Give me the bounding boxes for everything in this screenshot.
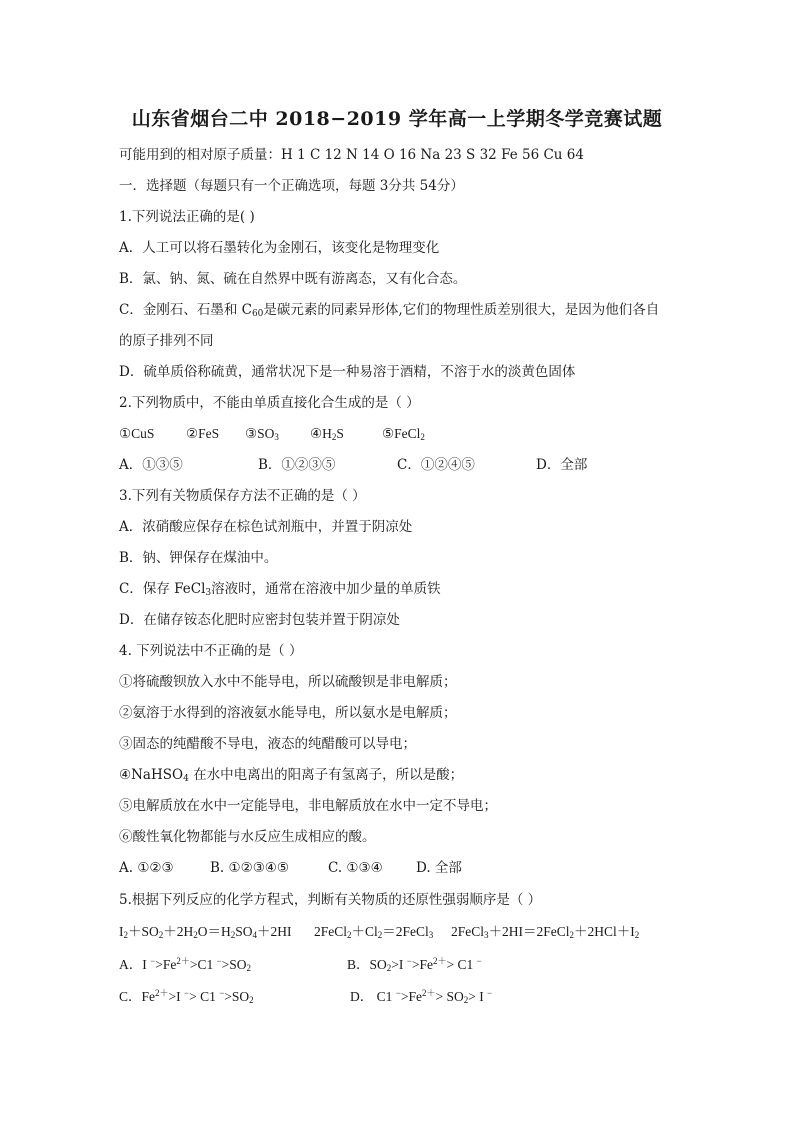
q1-c-text: C．金刚石、石墨和 C [119, 302, 252, 318]
q2-option-c: C．①②④⑤ [397, 457, 475, 473]
q4-s4-text: ④NaHSO [119, 767, 184, 783]
q2-item-4-text: ④H [310, 426, 332, 441]
q5-equation-1: $I_2+SO_2+2H_2O=H_2SO_4+2HI$ [119, 924, 292, 940]
q2-item-3 [245, 424, 279, 444]
q2-item-3-subscript: 3 [274, 432, 279, 442]
q5-option-c: C．$Fe^{2+}>I$ −> C1 $^->SO_2$ [119, 988, 254, 1005]
q2-item-5 [382, 424, 425, 444]
q4-option-b: B. ①②③④⑤ [210, 860, 290, 876]
q2-item-2: ②FeS [186, 426, 220, 441]
q5-equation-2: $2FeCl_2+Cl_2=2FeCl_3$ [314, 924, 434, 940]
q1-option-d: D．硫单质俗称硫黄，通常状况下是一种易溶于酒精，不溶于水的淡黄色固体 [119, 364, 576, 380]
q1-option-a: A．人工可以将石墨转化为金刚石，该变化是物理变化 [119, 240, 440, 256]
q3-stem: 3.下列有关物质保存方法不正确的是（ ） [119, 488, 366, 504]
q1-c-text-rest: 是碳元素的同素异形体,它们的物理性质差别很大，是因为他们各自 [263, 302, 660, 318]
q2-item-4 [310, 424, 344, 444]
q1-option-b: B．氯、钠、氮、硫在自然界中既有游离态，又有化合态。 [119, 271, 467, 287]
q2-item-5-subscript: 2 [420, 432, 425, 442]
q4-stem: 4. 下列说法中不正确的是（ ） [119, 643, 303, 659]
q4-s4-subscript: 4 [183, 774, 189, 784]
q2-item-4-text-rest: S [336, 426, 344, 441]
q5-option-d: D． C1 $^->Fe^{2+}> SO_2> I$ − [350, 988, 493, 1005]
q1-stem: 1.下列说法正确的是( ) [119, 209, 255, 225]
q4-statement-4 [119, 765, 463, 785]
q2-item-3-text: ③SO [245, 426, 275, 441]
page-title: 山东省烟台二中 2018−2019 学年高一上学期冬学竞赛试题 [131, 108, 663, 130]
q5-equation-3: $2FeCl_3+2HI=2FeCl_2+2HCl+I_2$ [451, 924, 640, 940]
q4-statement-1: ①将硫酸钡放入水中不能导电，所以硫酸钡是非电解质； [119, 674, 457, 690]
q2-option-d: D．全部 [536, 457, 588, 473]
q2-item-4-subscript: 2 [331, 432, 337, 442]
q1-option-c-continued: 的原子排列不同 [119, 333, 214, 349]
q2-stem: 2.下列物质中，不能由单质直接化合生成的是（ ） [119, 395, 420, 411]
q1-c-subscript: 60 [251, 309, 264, 319]
q3-option-c [119, 579, 441, 599]
q4-statement-5: ⑤电解质放在水中一定能导电，非电解质放在水中一定不导电； [119, 798, 497, 814]
q5-option-b: B．$SO_2>I$ $^->Fe^{2+}> C1$ − [347, 956, 482, 973]
q2-option-a: A．①③⑤ [119, 457, 183, 473]
q3-c-text: C．保存 FeCl [119, 581, 206, 597]
q2-item-1: ①CuS [119, 426, 155, 441]
q4-statement-3: ③固态的纯醋酸不导电，液态的纯醋酸可以导电； [119, 736, 416, 752]
q3-option-b: B．钠、钾保存在煤油中。 [119, 550, 278, 566]
q2-item-5-text: ⑤FeCl [382, 426, 421, 441]
section-heading: 一．选择题（每题只有一个正确选项，每题 3分共 54分） [119, 178, 464, 194]
q5-option-a: A．I $^->Fe^{2+}>C1$ $^->SO_2$ [119, 956, 252, 973]
q3-c-text-rest: 溶液时，通常在溶液中加少量的单质铁 [211, 581, 441, 597]
q3-option-d: D．在储存铵态化肥时应密封包装并置于阴凉处 [119, 612, 400, 628]
q4-option-a: A. ①②③ [119, 860, 174, 876]
q4-statement-6: ⑥酸性氧化物都能与水反应生成相应的酸。 [119, 829, 376, 845]
q1-option-c [119, 300, 659, 320]
atomic-masses-line: 可能用到的相对原子质量：H 1 C 12 N 14 O 16 Na 23 S 32 Fe 56 Cu 64 [119, 147, 584, 163]
q5-stem: 5.根据下列反应的化学方程式，判断有关物质的还原性强弱顺序是（ ） [119, 892, 542, 908]
q2-option-b: B．①②③⑤ [258, 457, 336, 473]
q4-s4-text-rest: 在水中电离出的阳离子有氢离子，所以是酸； [188, 767, 464, 783]
q3-c-subscript: 3 [205, 588, 212, 598]
q4-option-d: D. 全部 [416, 860, 462, 876]
q3-option-a: A．浓硝酸应保存在棕色试剂瓶中，并置于阴凉处 [119, 519, 413, 535]
q4-option-c: C. ①③④ [328, 860, 383, 876]
q4-statement-2: ②氨溶于水得到的溶液氨水能导电，所以氨水是电解质； [119, 705, 457, 721]
